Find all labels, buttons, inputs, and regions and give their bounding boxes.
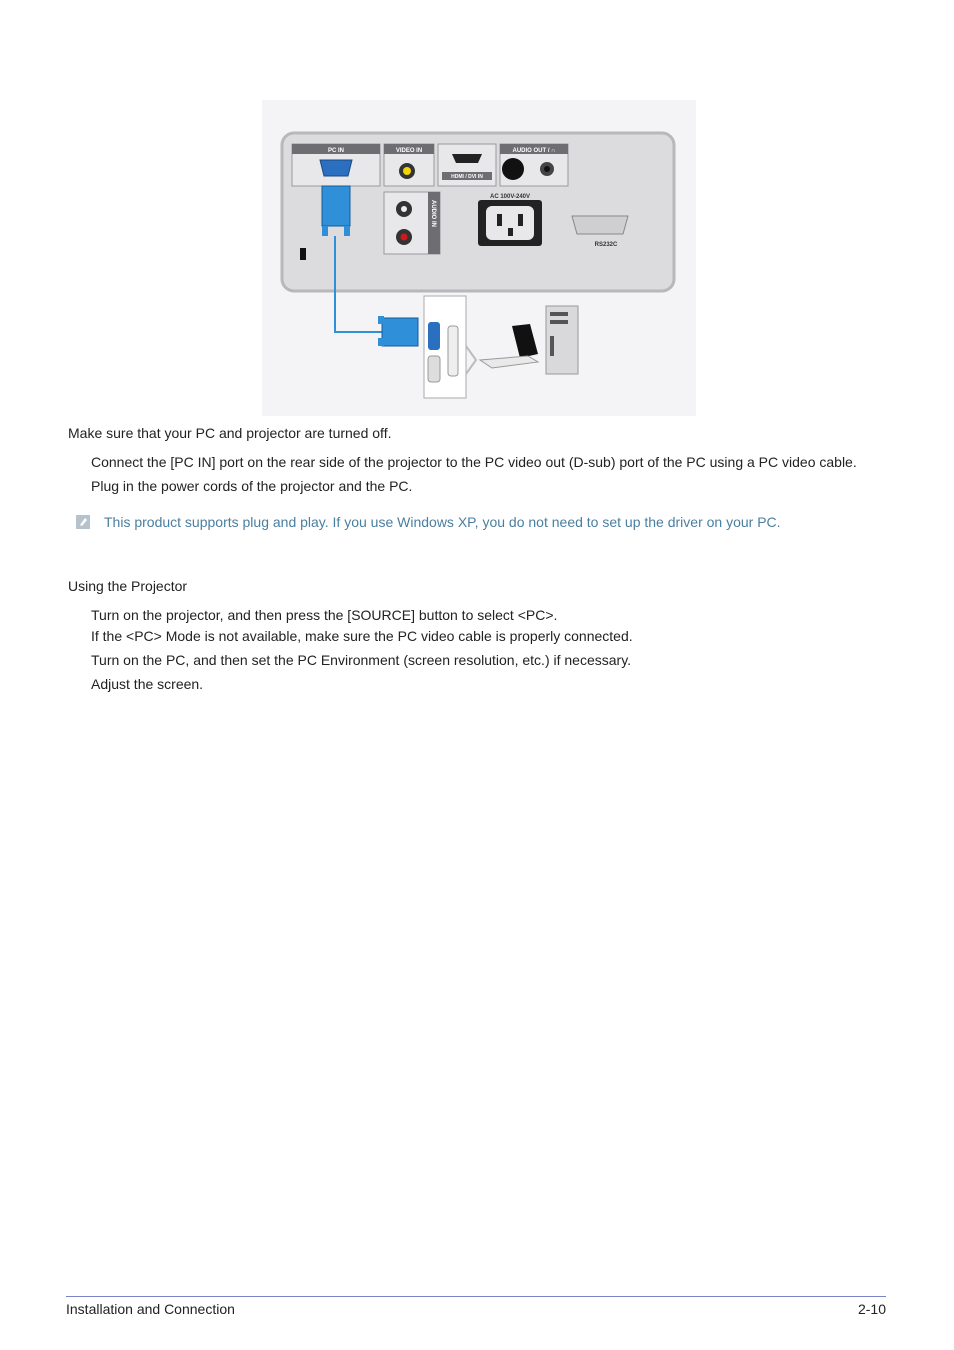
section2-heading: Using the Projector [68,578,188,594]
video-in-label: VIDEO IN [395,148,423,154]
section1-step-2: Plug in the power cords of the projector and the PC. [91,478,413,494]
footer-rule [66,1296,886,1297]
section1-step-1: Connect the [PC IN] port on the rear side of the projector to the PC video out (D-sub) port of the PC using a PC video cable. [91,454,857,470]
section2-step-2: Turn on the PC, and then set the PC Environment (screen resolution, etc.) if necessary. [91,652,632,668]
section2-step-1: Turn on the projector, and then press the [SOURCE] button to select <PC>. [91,607,558,623]
section1-heading: Make sure that your PC and projector are turned off. [68,425,392,441]
rs232c-label: RS232C [594,242,618,248]
audio-out-label: AUDIO OUT / ∩ [512,148,556,154]
hdmi-label: HDMI / DVI IN [451,174,483,180]
section2-step-1-sub: If the <PC> Mode is not available, make sure the PC video cable is properly connected. [91,628,633,644]
connection-diagram [262,100,696,416]
pc-in-label: PC IN [327,148,345,154]
ac-label: AC 100V-240V [489,194,531,200]
audio-in-label: AUDIO IN [430,200,436,227]
footer-section-title: Installation and Connection [66,1301,235,1317]
section2-step-3: Adjust the screen. [91,676,204,692]
note-text: This product supports plug and play. If you use Windows XP, you do not need to set up the driver on your PC. [104,514,781,530]
footer-page-number: 2-10 [857,1301,886,1317]
note-icon [76,515,90,529]
